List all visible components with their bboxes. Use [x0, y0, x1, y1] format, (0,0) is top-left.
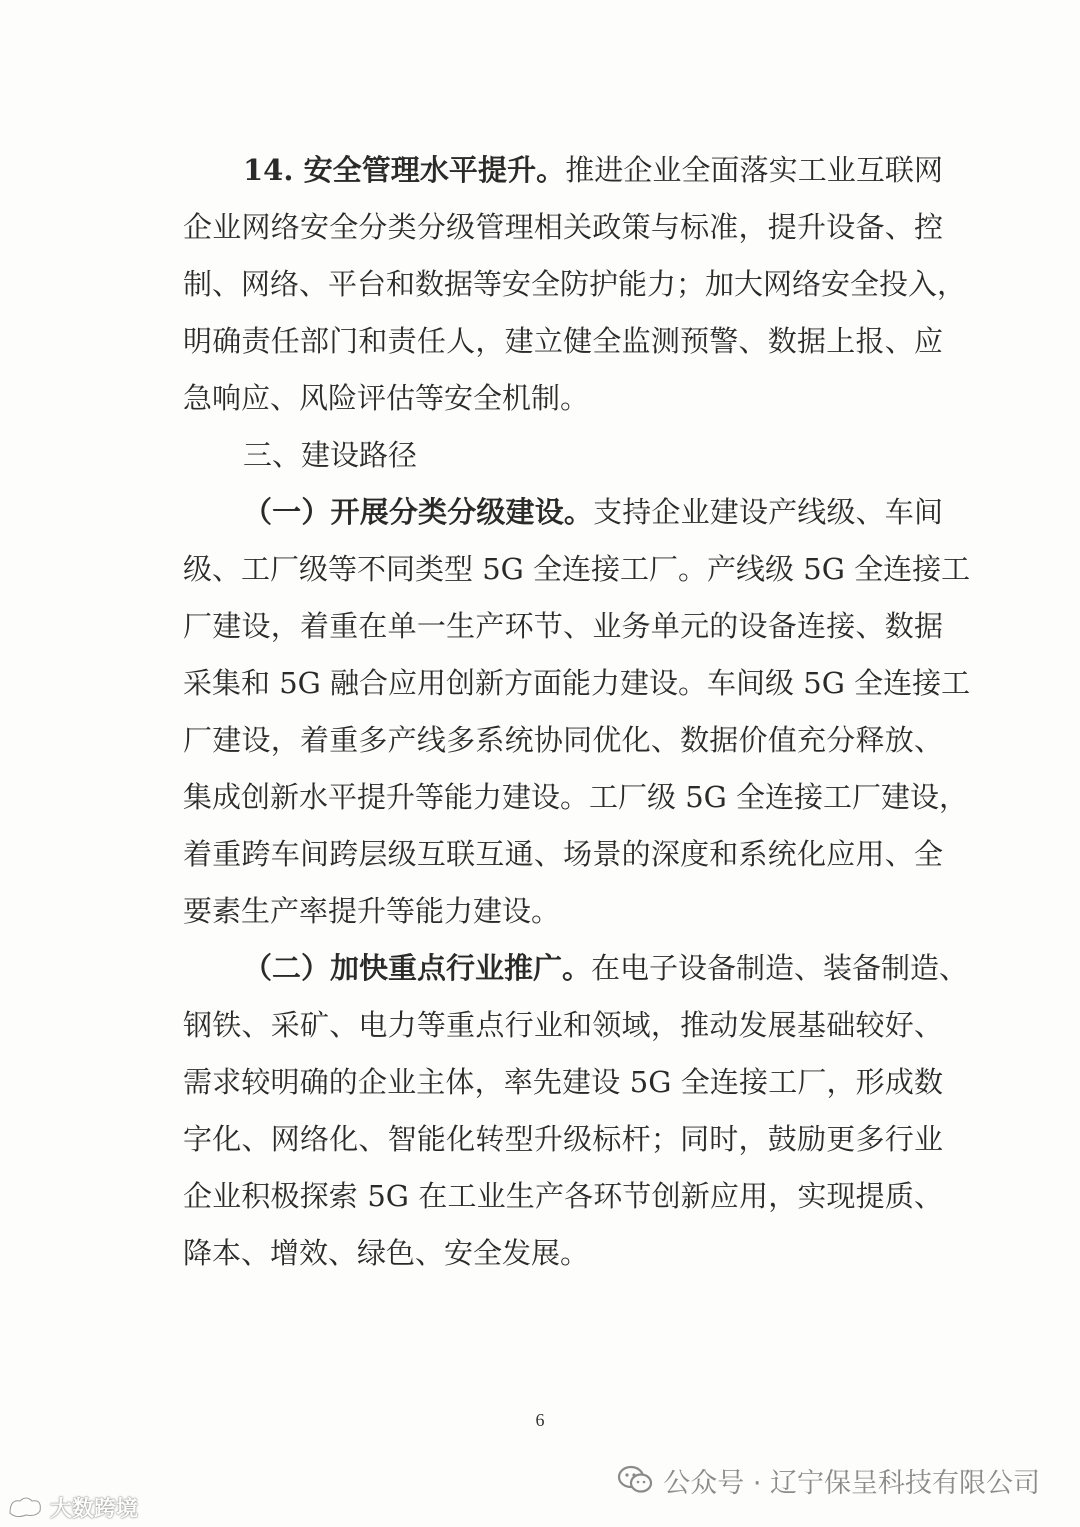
paragraph-14-line-3: 制、网络、平台和数据等安全防护能力；加大网络安全投入，: [183, 267, 967, 301]
wechat-caption-text: 公众号 · 辽宁保呈科技有限公司: [663, 1467, 1040, 1499]
item-1-line-2: 级、工厂级等不同类型 5G 全连接工厂。产线级 5G 全连接工: [183, 552, 971, 586]
item-1-line-5: 厂建设，着重多产线多系统协同优化、数据价值充分释放、: [183, 723, 943, 757]
wechat-caption: [617, 1460, 1040, 1500]
item-1-line-7: 着重跨车间跨层级互联互通、场景的深度和系统化应用、全: [183, 837, 943, 871]
wechat-icon: [617, 1465, 653, 1495]
item-1-line-6: 集成创新水平提升等能力建设。工厂级 5G 全连接工厂建设，: [183, 780, 969, 814]
item-2-line-6: 降本、增效、绿色、安全发展。: [183, 1236, 590, 1270]
item-1-lead: （一）开展分类分级建设。: [243, 495, 594, 529]
watermark: [6, 1490, 138, 1524]
item-2-line-1: （二）加快重点行业推广。在电子设备制造、装备制造、: [243, 951, 969, 985]
watermark-text: 大数跨境: [50, 1496, 139, 1522]
item-2-line-3: 需求较明确的企业主体，率先建设 5G 全连接工厂，形成数: [183, 1065, 943, 1099]
paragraph-14-line-4: 明确责任部门和责任人，建立健全监测预警、数据上报、应: [183, 324, 943, 358]
item-2-line-5: 企业积极探索 5G 在工业生产各环节创新应用，实现提质、: [183, 1179, 943, 1213]
item-2-line-2: 钢铁、采矿、电力等重点行业和领域，推动发展基础较好、: [183, 1008, 943, 1042]
paragraph-14-line-1: 14. 安全管理水平提升。推进企业全面落实工业互联网: [243, 153, 943, 187]
watermark-logo-icon: [6, 1493, 46, 1521]
page-number: 6: [535, 1410, 545, 1430]
paragraph-14-lead: 14. 安全管理水平提升。: [243, 153, 566, 187]
item-1-line-3: 厂建设，着重在单一生产环节、业务单元的设备连接、数据: [183, 609, 943, 643]
item-2-lead: （二）加快重点行业推广。: [243, 951, 592, 985]
section-heading: 三、建设路径: [243, 438, 418, 472]
item-1-line-8: 要素生产率提升等能力建设。: [183, 894, 561, 928]
item-1-line-4: 采集和 5G 融合应用创新方面能力建设。车间级 5G 全连接工: [183, 666, 971, 700]
item-2-line-4: 字化、网络化、智能化转型升级标杆；同时，鼓励更多行业: [183, 1122, 943, 1156]
item-1-line-1: （一）开展分类分级建设。支持企业建设产线级、车间: [243, 495, 943, 529]
paragraph-14-line-2: 企业网络安全分类分级管理相关政策与标准，提升设备、控: [183, 210, 943, 244]
paragraph-14-line-5: 急响应、风险评估等安全机制。: [183, 381, 590, 415]
